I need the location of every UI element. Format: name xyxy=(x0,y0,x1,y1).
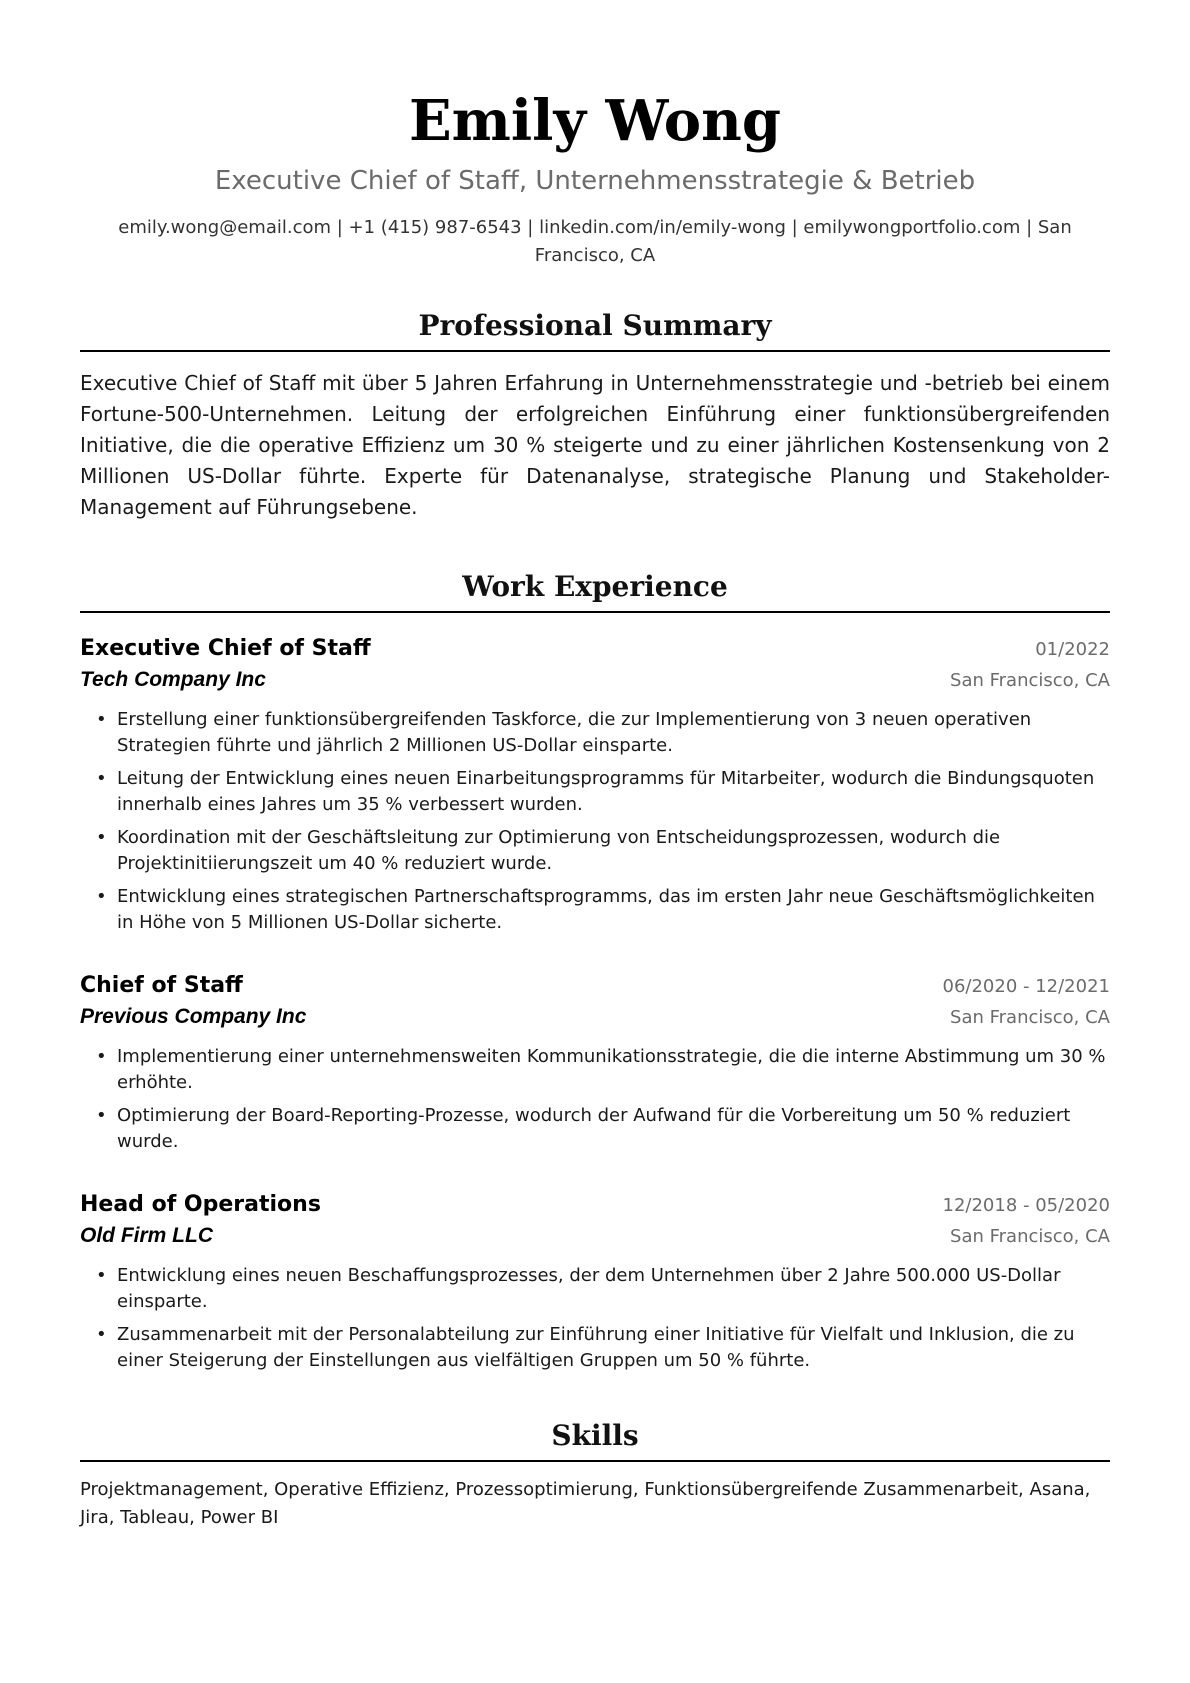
candidate-headline: Executive Chief of Staff, Unternehmensstrategie & Betrieb xyxy=(214,166,976,196)
job-company: Previous Company Inc xyxy=(80,1005,307,1028)
bullet-item xyxy=(80,1263,1110,1315)
job-header xyxy=(80,1189,1110,1221)
bullet-item xyxy=(80,707,1110,759)
job-title: Head of Operations xyxy=(80,1192,321,1217)
job-entry xyxy=(80,970,1110,1155)
bullet-item xyxy=(80,1103,1110,1155)
candidate-name: Emily Wong xyxy=(408,88,782,154)
bullet-text: Koordination mit der Geschäftsleitung zur Optimierung von Entscheidungsprozessen, wodurch die Projektinitiierungszeit um 40 % reduziert wurde. xyxy=(117,827,1001,874)
bullet-item xyxy=(80,1044,1110,1096)
bullet-text: Entwicklung eines neuen Beschaffungsprozesses, der dem Unternehmen über 2 Jahre 500.000 US-Dollar einsparte. xyxy=(117,1265,1061,1312)
bullet-icon: • xyxy=(96,768,107,789)
job-header xyxy=(80,633,1110,665)
bullet-icon: • xyxy=(96,1265,107,1286)
job-entry xyxy=(80,1189,1110,1374)
bullet-icon: • xyxy=(96,827,107,848)
bullet-icon: • xyxy=(96,886,107,907)
bullet-text: Optimierung der Board-Reporting-Prozesse, wodurch der Aufwand für die Vorbereitung um 50 % reduziert wurde. xyxy=(117,1105,1071,1152)
bullet-text: Leitung der Entwicklung eines neuen Einarbeitungsprogramms für Mitarbeiter, wodurch die Bindungsquoten innerhalb eines Jahres um 35 % verbessert wurden. xyxy=(117,768,1095,815)
job-bullets xyxy=(80,707,1110,936)
job-date: 12/2018 - 05/2020 xyxy=(942,1195,1110,1216)
contact-line: emily.wong@email.com | +1 (415) 987-6543 | linkedin.com/in/emily-wong | emilywongportfolio.com | San Francisco, CA xyxy=(118,217,1072,266)
skills-section xyxy=(80,1418,1110,1532)
job-date: 06/2020 - 12/2021 xyxy=(942,976,1110,997)
job-header xyxy=(80,970,1110,1002)
bullet-icon: • xyxy=(96,1105,107,1126)
bullet-text: Erstellung einer funktionsübergreifenden Taskforce, die zur Implementierung von 3 neuen operativen Strategien führte und jährlich 2 Millionen US-Dollar einsparte. xyxy=(117,709,1032,756)
bullet-icon: • xyxy=(96,1046,107,1067)
work-experience-section xyxy=(80,569,1110,1374)
bullet-text: Zusammenarbeit mit der Personalabteilung zur Einführung einer Initiative für Vielfalt und Inklusion, die zu einer Steigerung der Einstellungen aus vielfältigen Gruppen um 50 % führte. xyxy=(117,1324,1075,1371)
bullet-item xyxy=(80,825,1110,877)
summary-text: Executive Chief of Staff mit über 5 Jahren Erfahrung in Unternehmensstrategie und -betrieb bei einem Fortune-500-Unternehmen. Leitung der erfolgreichen Einführung einer funktionsübergreifenden Initiative, die die operative Effizienz um 30 % steigerte und zu einer jährlichen Kostensenkung von 2 Millionen US-Dollar führte. Experte für Datenanalyse, strategische Planung und Stakeholder-Management auf Führungsebene. xyxy=(80,371,1110,519)
job-subheader xyxy=(80,665,1110,695)
bullet-item xyxy=(80,766,1110,818)
job-title: Executive Chief of Staff xyxy=(80,636,371,661)
job-company: Tech Company Inc xyxy=(80,668,266,691)
bullet-text: Entwicklung eines strategischen Partnerschaftsprogramms, das im ersten Jahr neue Geschäftsmöglichkeiten in Höhe von 5 Millionen US-Dollar sicherte. xyxy=(117,886,1095,933)
job-company: Old Firm LLC xyxy=(80,1224,213,1247)
job-location: San Francisco, CA xyxy=(950,670,1110,691)
job-date: 01/2022 xyxy=(1035,639,1110,660)
bullet-icon: • xyxy=(96,1324,107,1345)
section-title-summary: Professional Summary xyxy=(80,308,1110,352)
job-entry xyxy=(80,633,1110,936)
bullet-icon: • xyxy=(96,709,107,730)
job-bullets xyxy=(80,1044,1110,1155)
bullet-text: Implementierung einer unternehmensweiten Kommunikationsstrategie, die die interne Abstimmung um 30 % erhöhte. xyxy=(117,1046,1106,1093)
job-subheader xyxy=(80,1221,1110,1251)
bullet-item xyxy=(80,884,1110,936)
section-title-work: Work Experience xyxy=(80,569,1110,613)
job-bullets xyxy=(80,1263,1110,1374)
section-title-skills: Skills xyxy=(80,1418,1110,1462)
job-location: San Francisco, CA xyxy=(950,1226,1110,1247)
bullet-item xyxy=(80,1322,1110,1374)
job-location: San Francisco, CA xyxy=(950,1007,1110,1028)
job-title: Chief of Staff xyxy=(80,973,243,998)
job-subheader xyxy=(80,1002,1110,1032)
professional-summary-section xyxy=(80,308,1110,523)
skills-text: Projektmanagement, Operative Effizienz, Prozessoptimierung, Funktionsübergreifende Zusammenarbeit, Asana, Jira, Tableau, Power BI xyxy=(80,1479,1091,1528)
